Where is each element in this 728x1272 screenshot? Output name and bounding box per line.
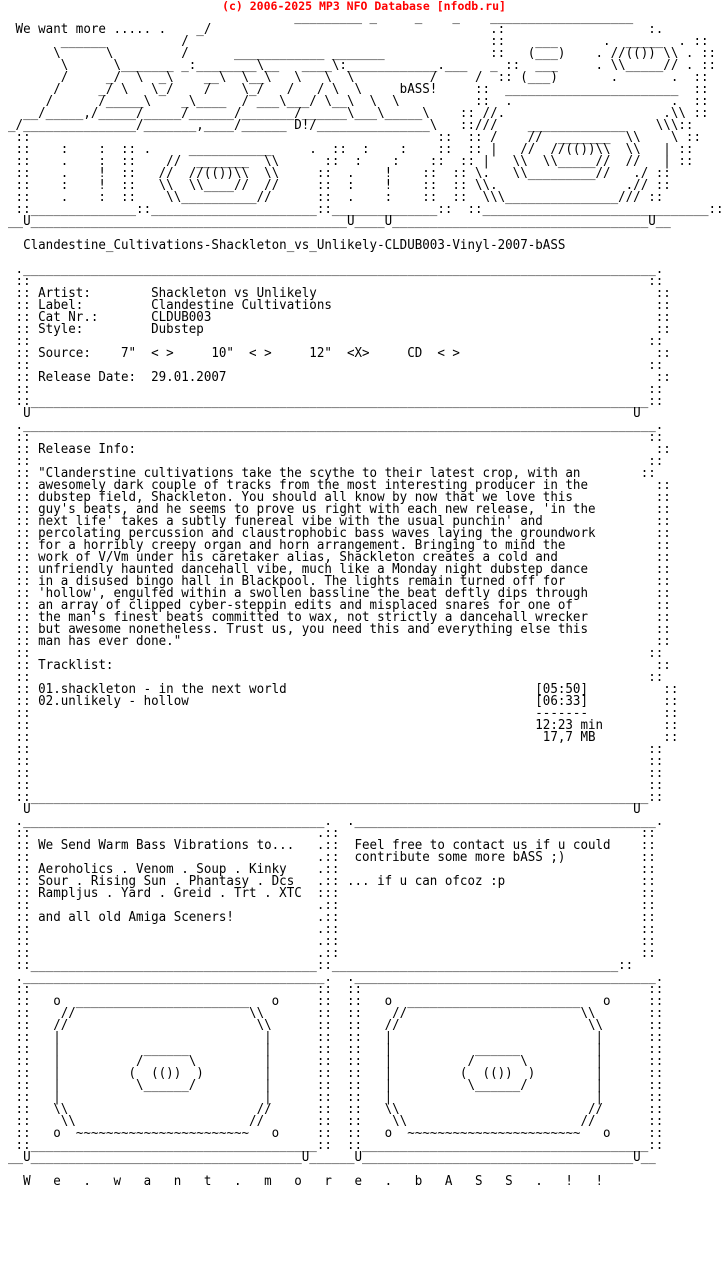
nfo-line: ::______________________________________:: ::______________________________________:: [8,1138,664,1153]
nfo-line: :: man has ever done." :: [8,634,671,649]
nfo-line: :: | | :: :: | | :: [8,1090,664,1105]
nfo-line: :: .:: :: [8,922,656,937]
nfo-line: We want more ..... . _/ .: :. [8,22,664,37]
nfo-line: :: unfriendly haunted dancehall vibe, much like a Monday night dubstep dance :: [8,562,671,577]
nfo-line: :: Label: Clandestine Cultivations :: [8,298,671,313]
nfo-line: :: We Send Warm Bass Vibrations to... .:: Feel free to contact us if u could :: [8,838,656,853]
nfo-line: :: \\ // :: :: \\ // :: [8,1114,664,1129]
nfo-line: :: : : :: . ___________ . :: : : :: :: | // //(())\\ \\ | :: [8,142,694,157]
nfo-line: :: awesomely dark couple of tracks from the most interesting producer in the :: [8,478,671,493]
nfo-line: :: the man's finest beats committed to wax, not strictly a dancehall wrecker :: [8,610,671,625]
nfo-ascii-art [8,12,724,1188]
nfo-line: :: dubstep field, Shackleton. You should all know by now that we love this :: [8,490,671,505]
nfo-line: :: :: [8,454,664,469]
nfo-line: :: Rampljus . Yard . Greid . Trt . XTC ::: :: [8,886,656,901]
nfo-line: :: :: [8,274,664,289]
nfo-line: U U [8,802,641,817]
nfo-line: :: o _______________________ o :: :: o _______________________ o :: [8,994,664,1009]
nfo-line: ::______________::______________________::______________:: ::______________________________:: [8,202,724,217]
nfo-line: :: . ! :: // //(())\\ \\ :: . ! :: :: \. \\_________// ./ :: [8,166,671,181]
nfo-line: :: | ( (()) ) | :: :: | ( (()) ) | :: [8,1066,664,1081]
nfo-line: U U [8,406,641,421]
nfo-line: :: Style: Dubstep :: [8,322,671,337]
nfo-line: __U____________________________________U______U____________________________________U__ [8,1150,656,1165]
nfo-line: :: :: [8,430,664,445]
nfo-line: :: Artist: Shackleton vs Unlikely :: [8,286,671,301]
nfo-line: :: :: [8,358,664,373]
nfo-line: :: . : :: \\__________// :: . : :: :: \\\_______________/// :: [8,190,664,205]
nfo-line: :: 'hollow', engulfed within a swollen bassline the beat deftly dips through :: [8,586,671,601]
nfo-line: :: :: [8,382,664,397]
nfo-line: .____________________________________________________________________________________. [8,418,664,433]
nfo-line: / _/ \ _\ __\ \__\ \ \ \ / / :: (___) . . :: [8,70,709,85]
nfo-line: :: | | :: :: | | :: [8,1030,664,1045]
nfo-line: :: Source: 7" < > 10" < > 12" <X> CD < > :: [8,346,671,361]
nfo-line: :: percolating percussion and claustrophobic bass waves laying the groundwork :: [8,526,671,541]
nfo-line: :: in a disused bingo hall in Blackpool. The lights remain turned off for :: [8,574,671,589]
nfo-line: :: .:: contribute some more bASS ;) :: [8,850,656,865]
nfo-line: :: Cat Nr.: CLDUB003 :: [8,310,671,325]
nfo-line: :: 02.unlikely - hollow [06:33] :: [8,694,679,709]
nfo-line: :: .:: :: [8,946,656,961]
nfo-line: :: Release Info: :: [8,442,671,457]
nfo-line: :: .:: :: [8,934,656,949]
nfo-line: :: 12:23 min :: [8,718,679,733]
nfo-line: _/_______________/_______,____/______ D!/_______________\ ::/// _____________ \\\:: [8,118,694,133]
nfo-line: :: // \\ :: :: // \\ :: [8,1018,664,1033]
nfo-line: :: | ______ | :: :: | ______ | :: [8,1042,664,1057]
nfo-line: :: ------- :: [8,706,679,721]
nfo-line: :: and all old Amiga Sceners! .:: :: [8,910,656,925]
nfo-line: :: :: [8,766,664,781]
nfo-line: :: .:: :: [8,826,656,841]
nfo-line: :: :: [8,670,664,685]
nfo-line: .________________________________________. .________________________________________. [8,814,664,829]
nfo-line: :: :: [8,646,664,661]
nfo-line: :: but awesome nonetheless. Trust us, you need this and everything else this :: [8,622,671,637]
nfo-line: :: :: :: / // _______ \\ \ :: [8,130,701,145]
nfo-line: :: Tracklist: :: [8,658,671,673]
nfo-line: :: // \\ :: :: // \\ :: [8,1006,664,1021]
site-banner: (c) 2006-2025 MP3 NFO Database [nfodb.ru] [222,0,506,13]
nfo-line: :: 17,7 MB :: [8,730,679,745]
nfo-line: :: guy's beats, and he seems to prove us right with each new release, 'in the :: [8,502,671,517]
nfo-line: Clandestine_Cultivations-Shackleton_vs_Unlikely-CLDUB003-Vinyl-2007-bASS [8,238,566,253]
nfo-line: / /_____\ _\____ / ___\___/ \__\ \ \ :: . . :: [8,94,709,109]
nfo-line: __U__________________________________________U____U__________________________________U__ [8,214,671,229]
nfo-line: __/_____,/_____/_____/______/_______/______\___\_____\ :: //. .\\ :: [8,106,709,121]
nfo-line: :: an array of clipped cyber-steppin edits and misplaced snares for one of :: [8,598,671,613]
nfo-line: :: work of V/Vm under his caretaker alias, Shackleton creates a cold and :: [8,550,671,565]
nfo-line: ::______________________________________::______________________________________:: [8,958,634,973]
nfo-line: ::__________________________________________________________________________________:: [8,790,664,805]
nfo-line: :: Aeroholics . Venom . Soup . Kinky .:: :: [8,862,656,877]
nfo-line: \ \_______ _:________\__ ____\:____________.___ _ :: ___ . \\_____// . :: [8,58,717,73]
nfo-line: :: | \______/ | :: :: | \______/ | :: [8,1078,664,1093]
nfo-line: ______ / :: ___ . _____ . :: [8,34,709,49]
nfo-line: .________________________________________. .________________________________________. [8,970,664,985]
nfo-line: _________ _ _ _ ___________________ [8,10,634,25]
nfo-line: / _/ \ \_/ / \_/ / / \ \ bASS! :: _______________________ :: [8,82,709,97]
nfo-line: :: :: [8,778,664,793]
nfo-line: :: : ! :: \\ \\____// // :: : ! :: :: \\. .// :: [8,178,671,193]
nfo-line: :: :: [8,742,664,757]
nfo-line: :: "Clanderstine cultivations take the scythe to their latest crop, with an :: [8,466,656,481]
nfo-line: :: Sour . Rising Sun . Phantasy . Dcs .:: ... if u can ofcoz :p :: [8,874,656,889]
nfo-line: :: :: :: :: [8,982,664,997]
nfo-line: :: \\ // :: :: \\ // :: [8,1102,664,1117]
nfo-line: :: :: [8,754,664,769]
nfo-line: :: 01.shackleton - in the next world [05:50] :: [8,682,679,697]
nfo-line: \ \ / ____________ _______ :: (___) . //(()) \\ . :: [8,46,717,61]
nfo-line: :: :: [8,334,664,349]
nfo-line: .____________________________________________________________________________________. [8,262,664,277]
nfo-line: :: next life' takes a subtly funereal vibe with the usual punchin' and :: [8,514,671,529]
nfo-line: :: .:: :: [8,898,656,913]
nfo-line: ::__________________________________________________________________________________:: [8,394,664,409]
nfo-line: :: o ~~~~~~~~~~~~~~~~~~~~~~~ o :: :: o ~~~~~~~~~~~~~~~~~~~~~~~ o :: [8,1126,664,1141]
nfo-line: W e . w a n t . m o r e . b A S S . ! ! [8,1174,604,1189]
nfo-line: :: for a horribly creepy organ and horn arrangement. Bringing to mind the :: [8,538,671,553]
nfo-line: :: Release Date: 29.01.2007 :: [8,370,671,385]
nfo-line: :: | / \ | :: :: | / \ | :: [8,1054,664,1069]
nfo-line: :: . : :: // _______ \\ :: : : :: :: | \\ \\_____// // | :: [8,154,694,169]
